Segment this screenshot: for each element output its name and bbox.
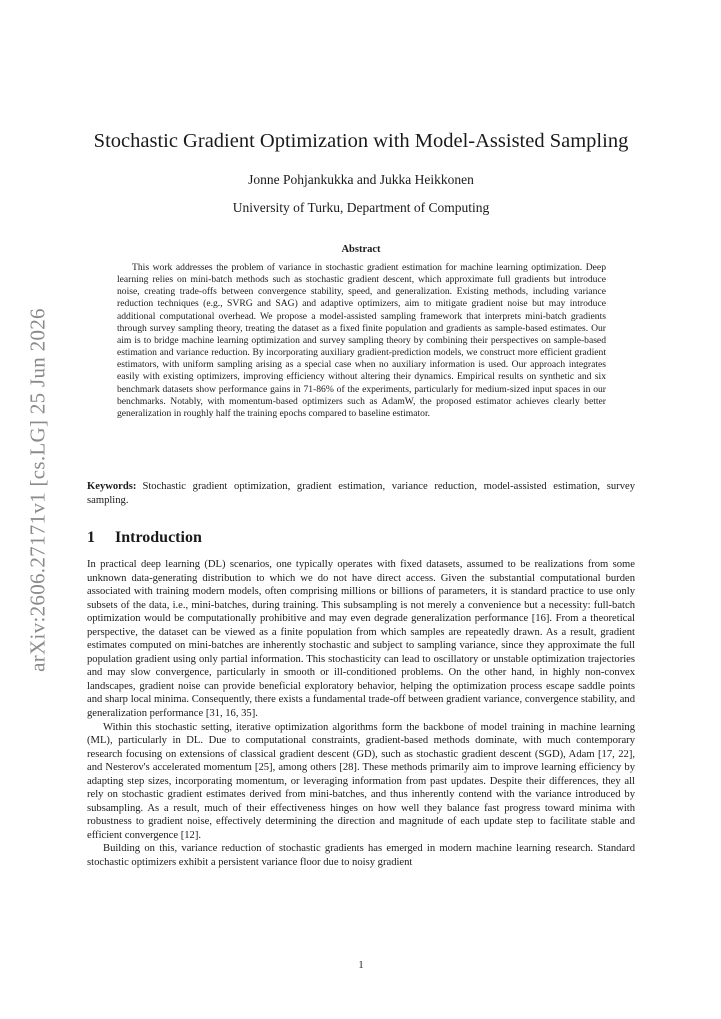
introduction-body	[87, 558, 635, 870]
paragraph: Within this stochastic setting, iterative optimization algorithms form the backbone of model training in machine learning (ML), particularly in DL. Due to computational constraints, gradient-based methods dominate, with much contemporary research focusing on extensions of classical gradient descent (GD), such as stochastic gradient descent (SGD), Adam [17, 22], and Nesterov's accelerated momentum [25], among others [28]. These methods primarily aim to improve learning efficiency by adapting step sizes, incorporating momentum, or leveraging information from past updates. Despite their differences, they all rely on stochastic gradient estimates derived from mini-batches, and thus inherently contend with the variance introduced by subsampling. As a result, much of their effectiveness hinges on how well they balance fast progress toward minima with robustness to gradient noise, effectively determining the direction and magnitude of each update step to facilitate stable and efficient convergence [12].	[87, 721, 635, 841]
arxiv-identifier: arXiv:2606.27171v1 [cs.LG] 25 Jun 2026	[25, 308, 50, 672]
keywords-text: Stochastic gradient optimization, gradient estimation, variance reduction, model-assisted estimation, survey sampling.	[87, 481, 635, 506]
paper-affiliation: University of Turku, Department of Computing	[232, 200, 490, 215]
section-heading	[87, 529, 635, 547]
section-number: 1	[87, 529, 95, 546]
paragraph: In practical deep learning (DL) scenarios, one typically operates with fixed datasets, assumed to be realizations from some unknown data-generating distribution to which we do not have direct access. Given the substantial computational burden associated with training modern models, often comprising millions or billions of parameters, it is standard practice to use only subsets of the data, i.e., mini-batches, during training. This subsampling is not merely a convenience but a necessity: full-batch optimization would be computationally prohibitive and may even degrade generalization performance [16]. From a theoretical perspective, the dataset can be viewed as a finite population from which samples are repeatedly drawn. As a result, gradient estimates computed on mini-batches are inherently stochastic and subject to sampling variance, since they approximate the full population gradient using only partial information. This stochasticity can lead to oscillatory or unstable optimization trajectories and may slow convergence, particularly in smooth or ill-conditioned problems. On the other hand, in highly non-convex landscapes, gradient noise can provide beneficial exploratory behavior, helping the optimization process escape saddle points and sharp local minima. Consequently, there exists a fundamental trade-off between gradient variance, convergence stability, and generalization performance [31, 16, 35].	[87, 559, 635, 720]
page-number: 1	[358, 960, 364, 971]
paragraph: Building on this, variance reduction of stochastic gradients has emerged in modern machine learning research. Standard stochastic optimizers exhibit a persistent variance floor due to noisy gradient	[87, 843, 635, 869]
abstract-heading: Abstract	[341, 244, 381, 255]
abstract-text: This work addresses the problem of variance in stochastic gradient estimation for machine learning optimization. Deep learning relies on mini-batch methods such as stochastic gradient descent, which approximate full gradients but introduce noise, creating trade-offs between convergence stability, speed, and generalization. Existing methods, including variance reduction techniques (e.g., SVRG and SAG) and adaptive optimizers, aim to mitigate gradient noise but may introduce additional computational overhead. We propose a model-assisted sampling framework that interprets mini-batch gradients through survey sampling theory, treating the dataset as a fixed finite population and gradients as sample-based estimates. Our aim is to bridge machine learning optimization and survey sampling theory by combining their perspectives on sample-based estimation and variance reduction. By incorporating auxiliary gradient-prediction models, we construct more efficient gradient estimators, with uniform sampling arising as a special case when no auxiliary information is used. Our approach integrates easily with existing optimizers, improving efficiency without altering their dynamics. Empirical results on synthetic and six benchmark datasets show performance gains in 71-86% of the experiments, particularly for medium-sized input spaces in our benchmarks. Notably, with momentum-based optimizers such as AdamW, the proposed estimator achieves clearly better generalization in roughly half the training epochs compared to baseline estimator.	[117, 262, 606, 419]
arxiv-sidebar	[18, 300, 58, 680]
paper-authors: Jonne Pohjankukka and Jukka Heikkonen	[248, 172, 474, 187]
keywords	[87, 480, 635, 507]
paper-title: Stochastic Gradient Optimization with Model-Assisted Sampling	[93, 130, 629, 152]
keywords-label: Keywords:	[87, 481, 137, 492]
section-title: Introduction	[115, 529, 202, 546]
